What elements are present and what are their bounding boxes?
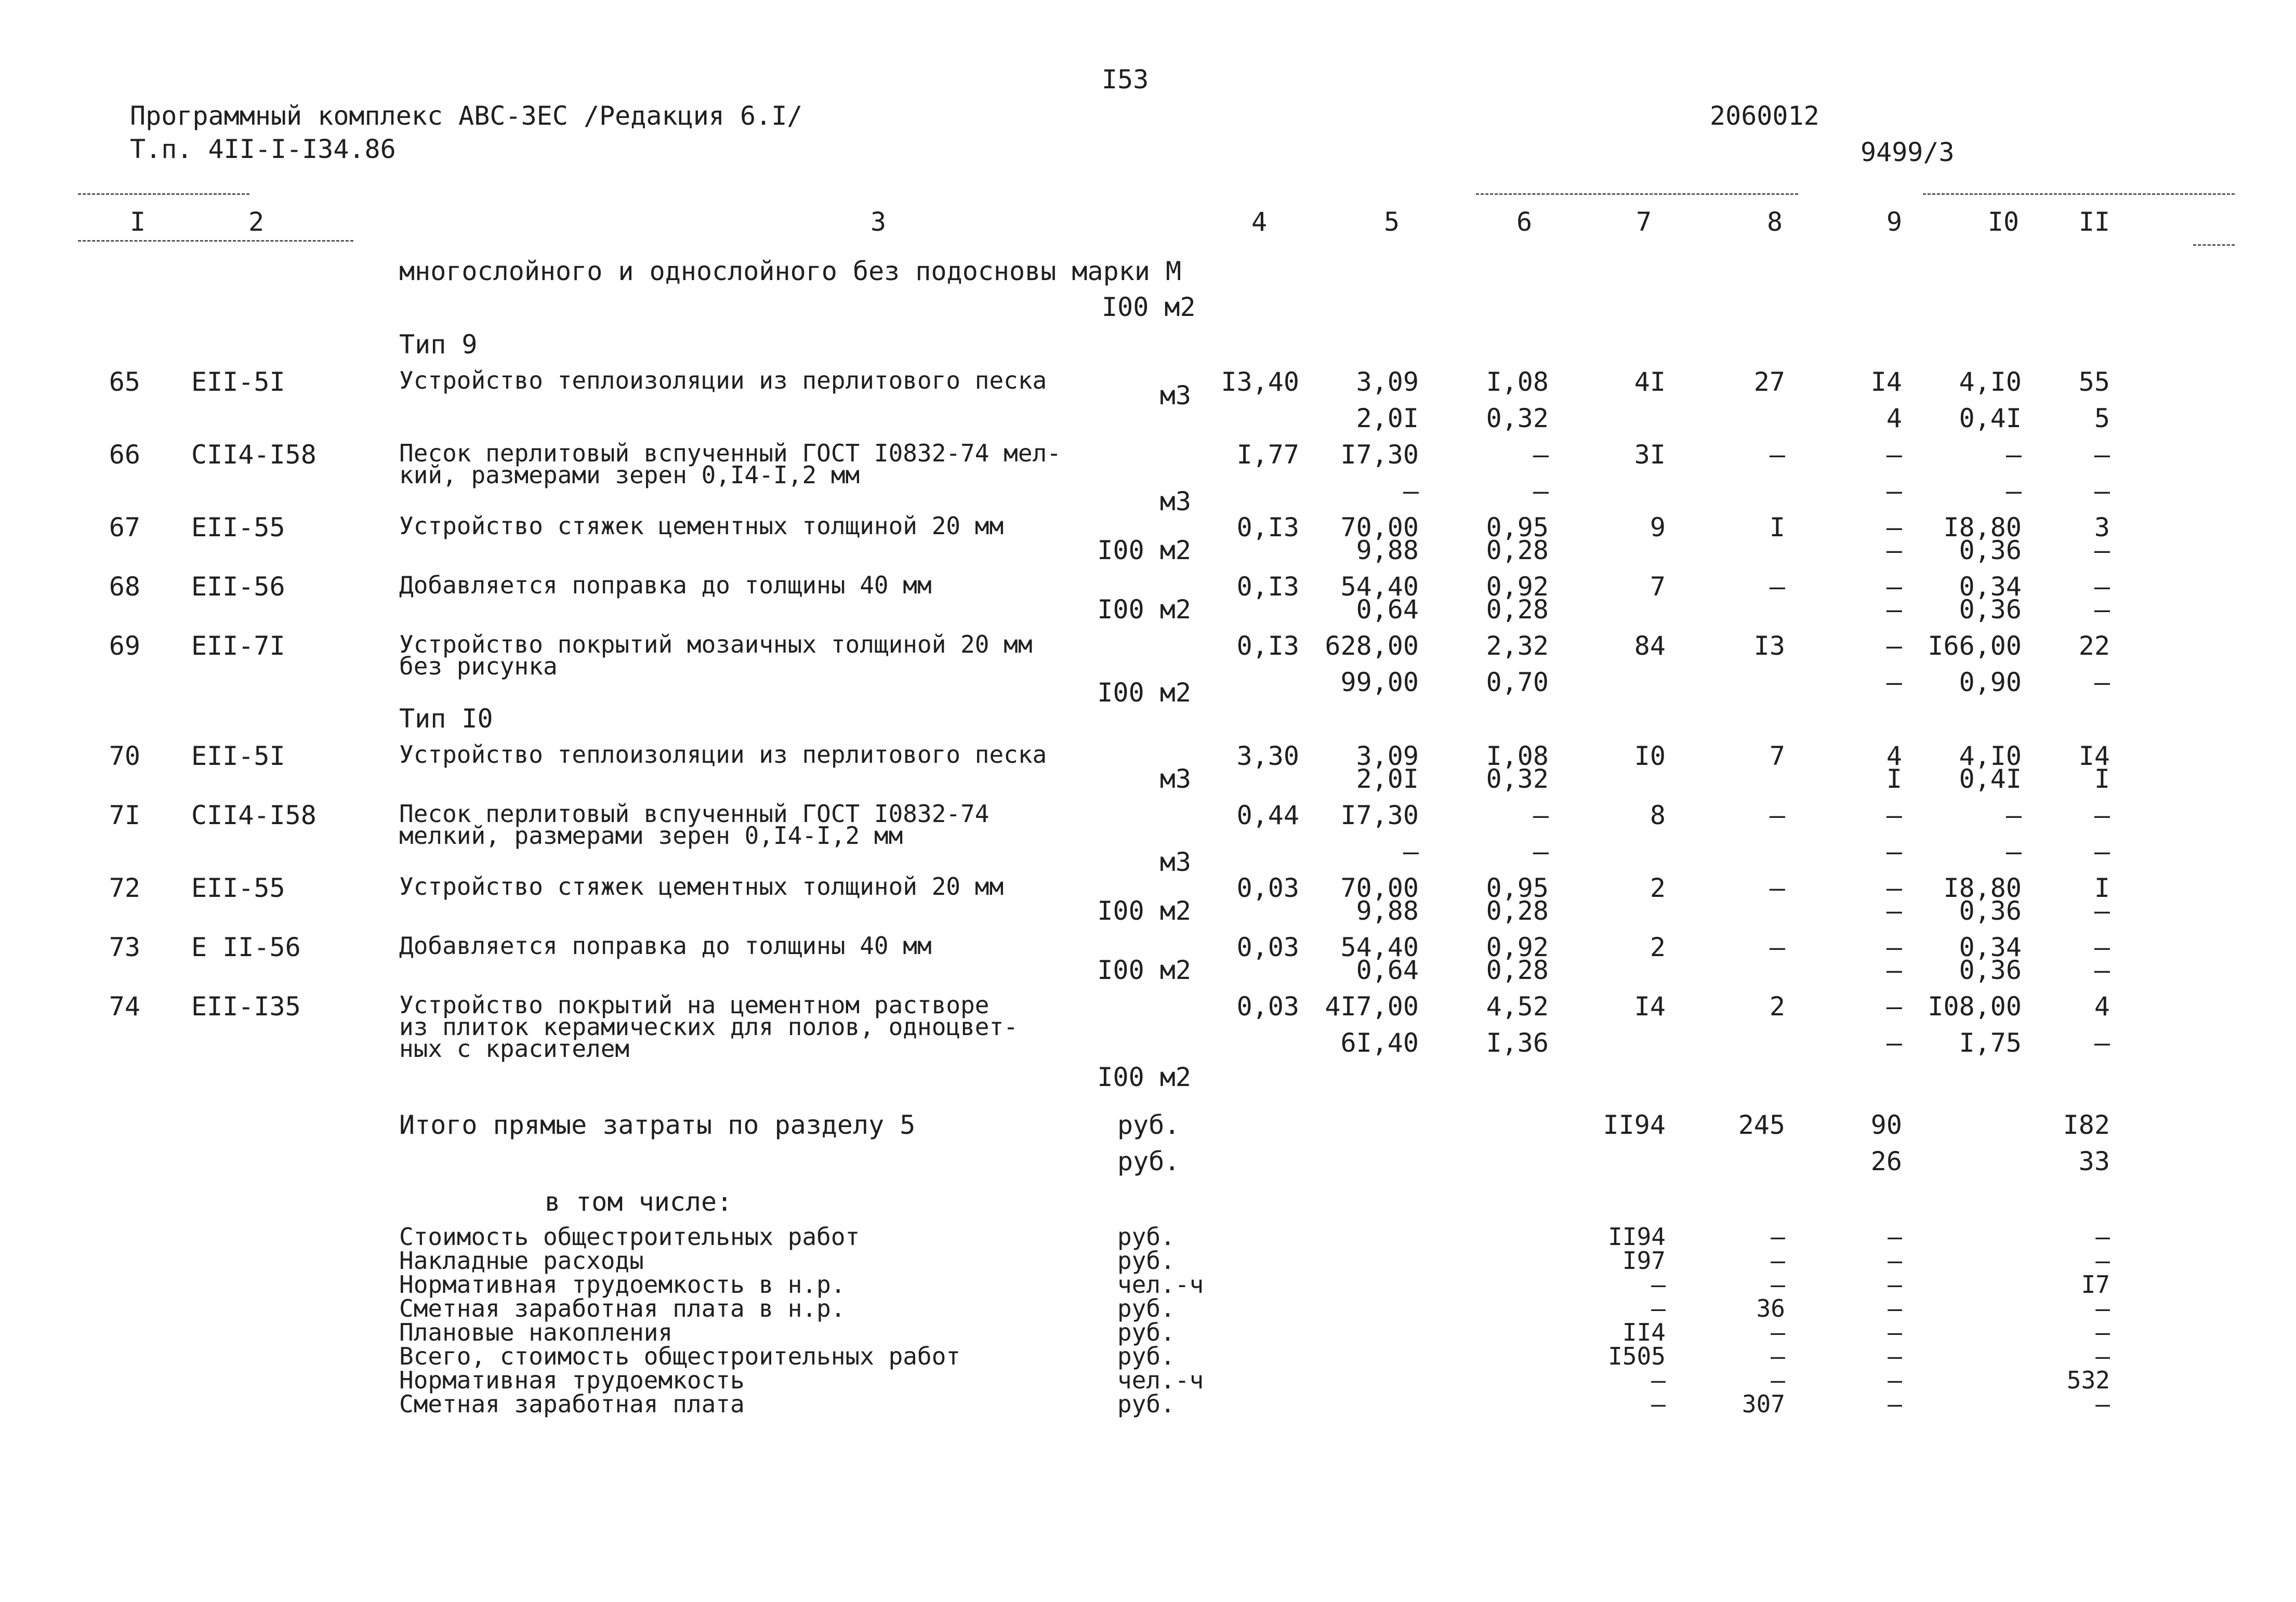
unit-cell: руб. — [1117, 1110, 1180, 1140]
value-c10: – — [2005, 800, 2022, 830]
value-c11: – — [2094, 440, 2110, 470]
value-c7: 7 — [1650, 572, 1666, 602]
item-code: CII4-I58 — [191, 800, 316, 830]
column-header: 6 — [1516, 207, 1533, 237]
breakdown-label: Плановые накопления — [399, 1318, 673, 1346]
value-c10: I,75 — [1959, 1028, 2022, 1058]
unit-cell: I00 м2 — [1097, 594, 1191, 625]
value-c7: 9 — [1650, 512, 1666, 542]
value-c8: 7 — [1769, 741, 1785, 771]
value-c7: 3I — [1634, 440, 1666, 470]
row-number: 65 — [109, 367, 140, 397]
column-header: 9 — [1886, 207, 1903, 237]
item-description: ных с красителем — [399, 1035, 630, 1063]
value-c9: I4 — [1870, 367, 1902, 397]
row-number: 66 — [109, 440, 140, 470]
value-c10: – — [2005, 440, 2022, 470]
unit-cell: м3 — [1159, 847, 1191, 877]
unit-cell: чел.-ч — [1117, 1366, 1204, 1394]
quantity: 0,I3 — [1236, 512, 1299, 542]
breakdown-c9: – — [1888, 1223, 1902, 1251]
value-c6: 0,28 — [1486, 594, 1549, 625]
value-c5: 3,09 — [1356, 367, 1419, 397]
breakdown-c9: – — [1888, 1342, 1902, 1370]
breakdown-c11: 532 — [2066, 1366, 2110, 1394]
value-c10: 0,36 — [1959, 594, 2022, 625]
dashed-rule — [2193, 244, 2235, 246]
quantity: 0,03 — [1236, 873, 1299, 903]
item-code: EII-I35 — [191, 991, 301, 1022]
value-c5: 3,09 — [1356, 741, 1419, 771]
value-c10: 4,I0 — [1959, 367, 2022, 397]
value-c7: 2 — [1650, 932, 1666, 962]
value-c9: – — [1886, 594, 1902, 625]
value-c9: – — [1886, 631, 1902, 661]
value-c5: 2,0I — [1356, 403, 1419, 433]
item-description: Устройство стяжек цементных толщиной 20 мм — [399, 512, 1004, 540]
value-c6: – — [1533, 800, 1549, 830]
value-c10: 0,36 — [1959, 896, 2022, 926]
dashed-rule — [78, 240, 353, 242]
value-c10: 4,I0 — [1959, 741, 2022, 771]
value-c7: 84 — [1634, 631, 1666, 661]
value-c11: I — [2094, 873, 2110, 903]
unit-cell: руб. — [1117, 1247, 1175, 1275]
value-c11: – — [2094, 667, 2110, 697]
value-c9: – — [1886, 896, 1902, 926]
unit-cell: руб. — [1117, 1318, 1175, 1346]
value-c11: – — [2094, 1028, 2110, 1058]
item-description: Добавляется поправка до толщины 40 мм — [399, 571, 932, 599]
value-c7: I0 — [1634, 741, 1666, 771]
column-header: II — [2078, 207, 2110, 237]
section-title: Тип I0 — [399, 704, 493, 734]
unit-cell: м3 — [1159, 764, 1191, 794]
row-number: 7I — [109, 800, 140, 830]
quantity: 0,I3 — [1236, 572, 1299, 602]
breakdown-label: Нормативная трудоемкость в н.р. — [399, 1270, 846, 1299]
item-description: Песок перлитовый вспученный ГОСТ I0832-74 — [399, 800, 989, 828]
value-c11: – — [2094, 800, 2110, 830]
breakdown-label: Стоимость общестроительных работ — [399, 1223, 860, 1251]
value-c5: I7,30 — [1340, 440, 1419, 470]
breakdown-c7: – — [1651, 1366, 1666, 1394]
quantity: 0,03 — [1236, 991, 1299, 1022]
value-c11: 5 — [2094, 403, 2110, 433]
item-description: мелкий, размерами зерен 0,I4-I,2 мм — [399, 822, 903, 850]
value-c10: I08,00 — [1928, 991, 2022, 1022]
value-c9: – — [1886, 837, 1902, 867]
row-number: 68 — [109, 572, 140, 602]
unit-cell: м3 — [1159, 380, 1191, 411]
value-c10: I66,00 — [1928, 631, 2022, 661]
quantity: 3,30 — [1236, 741, 1299, 771]
project-number: Т.п. 4II-I-I34.86 — [130, 134, 396, 164]
value-c5: 54,40 — [1340, 932, 1419, 962]
breakdown-c9: – — [1888, 1270, 1902, 1299]
value-c6: 0,92 — [1486, 932, 1549, 962]
value-c9: – — [1886, 991, 1902, 1022]
row-number: 74 — [109, 991, 140, 1022]
breakdown-c8: – — [1771, 1366, 1785, 1394]
quantity: I3,40 — [1221, 367, 1299, 397]
value-c11: I4 — [2078, 741, 2110, 771]
breakdown-label: Сметная заработная плата — [399, 1390, 745, 1418]
value-c6: – — [1533, 476, 1549, 506]
value-c6: 0,32 — [1486, 764, 1549, 794]
value-c9: – — [1886, 955, 1902, 985]
value-c6: 0,32 — [1486, 403, 1549, 433]
value-c6: 0,70 — [1486, 667, 1549, 697]
value-c7: I4 — [1634, 991, 1666, 1022]
value-c8: I3 — [1753, 631, 1785, 661]
item-code: EII-5I — [191, 367, 285, 397]
breakdown-c11: – — [2095, 1342, 2110, 1370]
unit-cell: I00 м2 — [1097, 535, 1191, 565]
column-header: I0 — [1987, 207, 2020, 237]
value-c5: 4I7,00 — [1325, 991, 1419, 1022]
unit-cell: чел.-ч — [1117, 1270, 1204, 1299]
breakdown-c11: – — [2095, 1318, 2110, 1346]
item-description: без рисунка — [399, 652, 558, 680]
breakdown-c9: – — [1888, 1318, 1902, 1346]
value-c6: 0,92 — [1486, 572, 1549, 602]
item-code: CII4-I58 — [191, 440, 316, 470]
unit-cell: I00 м2 — [1097, 678, 1191, 708]
value-c6: I,36 — [1486, 1028, 1549, 1058]
item-description: кий, размерами зерен 0,I4-I,2 мм — [399, 461, 860, 489]
breakdown-label: Сметная заработная плата в н.р. — [399, 1294, 846, 1322]
quantity: I,77 — [1236, 440, 1299, 470]
continuation-text: многослойного и однослойного без подосновы марки М — [399, 256, 1182, 286]
breakdown-c7: – — [1651, 1294, 1666, 1322]
dashed-rule — [1476, 193, 1798, 195]
value-c6: 2,32 — [1486, 631, 1549, 661]
item-description: Устройство покрытий на цементном растворе — [399, 991, 989, 1019]
column-header: 7 — [1635, 207, 1652, 237]
value-c10: 0,34 — [1959, 572, 2022, 602]
item-code: EII-55 — [191, 873, 285, 903]
row-number: 67 — [109, 512, 140, 542]
value-c10: 0,36 — [1959, 535, 2022, 565]
item-description: из плиток керамических для полов, одноцвет- — [399, 1013, 1018, 1041]
item-code: EII-55 — [191, 512, 285, 542]
value-c6: 4,52 — [1486, 991, 1549, 1022]
value-c6: 0,95 — [1486, 512, 1549, 542]
row-number: 72 — [109, 873, 140, 903]
value-c6: 0,28 — [1486, 896, 1549, 926]
item-description: Песок перлитовый вспученный ГОСТ I0832-74 мел- — [399, 439, 1061, 467]
value-c9: – — [1886, 535, 1902, 565]
unit-cell: руб. — [1117, 1294, 1175, 1322]
quantity: 0,44 — [1236, 800, 1299, 830]
breakdown-c7: II4 — [1622, 1318, 1666, 1346]
value-c9: I — [1886, 764, 1902, 794]
totals-label: Итого прямые затраты по разделу 5 — [399, 1110, 916, 1140]
breakdown-c8: – — [1771, 1342, 1785, 1370]
value-c11: 55 — [2078, 367, 2110, 397]
unit-cell: I00 м2 — [1097, 1062, 1191, 1092]
row-number: 69 — [109, 631, 140, 661]
breakdown-c11: – — [2095, 1390, 2110, 1418]
value-c10: 0,34 — [1959, 932, 2022, 962]
breakdown-c7: II94 — [1608, 1223, 1666, 1251]
value-c11: 3 — [2094, 512, 2110, 542]
item-description: Добавляется поправка до толщины 40 мм — [399, 932, 932, 960]
value-c11: – — [2094, 932, 2110, 962]
value-c9: – — [1886, 476, 1902, 506]
value-c5: 0,64 — [1356, 955, 1419, 985]
breakdown-c11: – — [2095, 1294, 2110, 1322]
value-c8: – — [1769, 800, 1785, 830]
value-c5: 0,64 — [1356, 594, 1419, 625]
including-label: в том числе: — [545, 1187, 733, 1217]
value-c8: – — [1769, 440, 1785, 470]
unit-cell: руб. — [1117, 1342, 1175, 1370]
value-c9: – — [1886, 800, 1902, 830]
item-code: EII-56 — [191, 572, 285, 602]
breakdown-c11: – — [2095, 1223, 2110, 1251]
item-code: EII-7I — [191, 631, 285, 661]
program-name: Программный комплекс АВС-3ЕС /Редакция 6.I/ — [130, 101, 803, 131]
total-c11: I82 — [2063, 1110, 2110, 1140]
value-c5: I7,30 — [1340, 800, 1419, 830]
unit-cell: руб. — [1117, 1146, 1180, 1176]
column-header: 2 — [248, 207, 265, 237]
breakdown-c8: 36 — [1756, 1294, 1785, 1322]
unit-cell: I00 м2 — [1102, 292, 1196, 322]
column-header: 3 — [870, 207, 887, 237]
value-c5: – — [1403, 837, 1419, 867]
total-c9: 90 — [1870, 1110, 1902, 1140]
value-c5: 70,00 — [1340, 873, 1419, 903]
value-c9: – — [1886, 440, 1902, 470]
item-description: Устройство покрытий мозаичных толщиной 20 мм — [399, 630, 1033, 658]
value-c9: – — [1886, 667, 1902, 697]
unit-cell: I00 м2 — [1097, 955, 1191, 985]
value-c5: 99,00 — [1340, 667, 1419, 697]
row-number: 73 — [109, 932, 140, 962]
value-c10: 0,90 — [1959, 667, 2022, 697]
breakdown-c9: – — [1888, 1366, 1902, 1394]
value-c6: – — [1533, 440, 1549, 470]
value-c9: – — [1886, 1028, 1902, 1058]
value-c10: I8,80 — [1943, 512, 2022, 542]
value-c6: 0,28 — [1486, 955, 1549, 985]
total-c11: 33 — [2078, 1146, 2110, 1176]
value-c5: 70,00 — [1340, 512, 1419, 542]
value-c11: – — [2094, 837, 2110, 867]
value-c8: I — [1769, 512, 1785, 542]
breakdown-c8: – — [1771, 1318, 1785, 1346]
value-c9: – — [1886, 512, 1902, 542]
value-c8: – — [1769, 572, 1785, 602]
total-c8: 245 — [1738, 1110, 1785, 1140]
dashed-rule — [78, 193, 249, 195]
item-description: Устройство теплоизоляции из перлитового песка — [399, 366, 1047, 394]
value-c7: 8 — [1650, 800, 1666, 830]
column-header: I — [129, 207, 146, 237]
breakdown-c7: – — [1651, 1390, 1666, 1418]
item-code: EII-5I — [191, 741, 285, 771]
value-c11: 4 — [2094, 991, 2110, 1022]
value-c8: – — [1769, 932, 1785, 962]
value-c10: I8,80 — [1943, 873, 2022, 903]
breakdown-c8: – — [1771, 1270, 1785, 1299]
value-c5: 54,40 — [1340, 572, 1419, 602]
value-c9: – — [1886, 932, 1902, 962]
value-c6: 0,95 — [1486, 873, 1549, 903]
value-c11: 22 — [2078, 631, 2110, 661]
value-c6: – — [1533, 837, 1549, 867]
breakdown-c8: – — [1771, 1247, 1785, 1275]
unit-cell: руб. — [1117, 1390, 1175, 1418]
item-code: E II-56 — [191, 932, 301, 962]
value-c5: 9,88 — [1356, 535, 1419, 565]
quantity: 0,I3 — [1236, 631, 1299, 661]
value-c9: – — [1886, 873, 1902, 903]
dashed-rule — [1923, 193, 2235, 195]
value-c7: 2 — [1650, 873, 1666, 903]
value-c11: – — [2094, 896, 2110, 926]
page-number: I53 — [1102, 64, 1149, 95]
value-c9: 4 — [1886, 741, 1902, 771]
value-c11: – — [2094, 572, 2110, 602]
value-c6: I,08 — [1486, 741, 1549, 771]
value-c11: I — [2094, 764, 2110, 794]
breakdown-c9: – — [1888, 1294, 1902, 1322]
breakdown-c11: I7 — [2081, 1270, 2110, 1299]
value-c11: – — [2094, 535, 2110, 565]
document-code: 2060012 — [1710, 101, 1819, 131]
value-c11: – — [2094, 955, 2110, 985]
value-c10: 0,4I — [1959, 403, 2022, 433]
value-c8: – — [1769, 873, 1785, 903]
value-c6: I,08 — [1486, 367, 1549, 397]
value-c7: 4I — [1634, 367, 1666, 397]
row-number: 70 — [109, 741, 140, 771]
value-c6: 0,28 — [1486, 535, 1549, 565]
quantity: 0,03 — [1236, 932, 1299, 962]
column-header: 5 — [1383, 207, 1400, 237]
total-c7: II94 — [1603, 1110, 1666, 1140]
breakdown-c8: – — [1771, 1223, 1785, 1251]
value-c8: 27 — [1753, 367, 1785, 397]
value-c8: 2 — [1769, 991, 1785, 1022]
value-c5: 2,0I — [1356, 764, 1419, 794]
breakdown-label: Всего, стоимость общестроительных работ — [399, 1342, 961, 1370]
value-c9: 4 — [1886, 403, 1902, 433]
unit-cell: м3 — [1159, 486, 1191, 517]
breakdown-c7: I505 — [1608, 1342, 1666, 1370]
value-c5: 6I,40 — [1340, 1028, 1419, 1058]
unit-cell: I00 м2 — [1097, 896, 1191, 926]
breakdown-label: Нормативная трудоемкость — [399, 1366, 745, 1394]
value-c11: – — [2094, 594, 2110, 625]
value-c10: 0,36 — [1959, 955, 2022, 985]
value-c9: – — [1886, 572, 1902, 602]
breakdown-c9: – — [1888, 1390, 1902, 1418]
value-c10: – — [2005, 837, 2022, 867]
item-description: Устройство стяжек цементных толщиной 20 мм — [399, 872, 1004, 901]
breakdown-c9: – — [1888, 1247, 1902, 1275]
value-c5: 9,88 — [1356, 896, 1419, 926]
unit-cell: руб. — [1117, 1223, 1175, 1251]
value-c10: 0,4I — [1959, 764, 2022, 794]
breakdown-label: Накладные расходы — [399, 1247, 644, 1275]
column-header: 8 — [1766, 207, 1783, 237]
breakdown-c7: – — [1651, 1270, 1666, 1299]
breakdown-c8: 307 — [1741, 1390, 1785, 1418]
value-c5: 628,00 — [1325, 631, 1419, 661]
value-c5: – — [1403, 476, 1419, 506]
value-c10: – — [2005, 476, 2022, 506]
value-c11: – — [2094, 476, 2110, 506]
column-header: 4 — [1251, 207, 1268, 237]
sheet-number: 9499/3 — [1860, 137, 1955, 167]
total-c9: 26 — [1870, 1146, 1902, 1176]
section-title: Тип 9 — [399, 329, 478, 360]
breakdown-c11: – — [2095, 1247, 2110, 1275]
breakdown-c7: I97 — [1622, 1247, 1666, 1275]
item-description: Устройство теплоизоляции из перлитового песка — [399, 740, 1047, 769]
